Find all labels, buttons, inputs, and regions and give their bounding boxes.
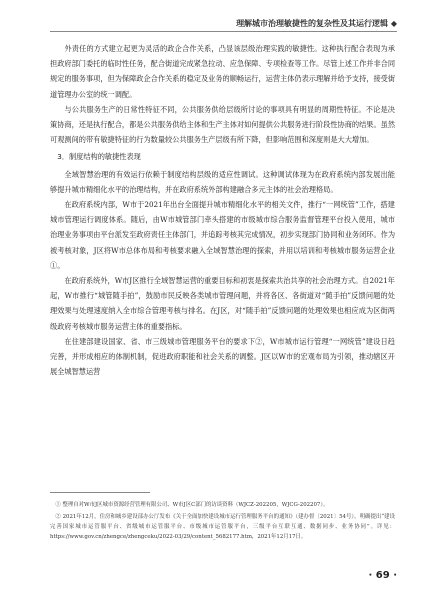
footnote: ① 整理自对W市J区城市资源经营管理有限公司、W市J区C部门的访谈资料（WJCZ-202205，WJCG-202207）。 (55, 502, 329, 508)
paragraph: 在住建部建设国家、省、市三级城市管理服务平台的要求下②，W市城市运行管理“一网统管”建设日趋完善，并形成相应的体制机制，促进政府职能和社会关系的调整。J区以W市的宏观布局为引领，推动辖区开展全城智慧运营 (50, 336, 395, 377)
paragraph: 外责任的方式建立起更为灵活的政企合作关系，凸显该层级治理实践的敏捷性。这种执行配合表现为承担政府部门委托的临时性任务，配合街道完成紧急拉动、应急保障、专项检查等工作。尽管上述工作并非合同规定的服务事项，但为保障政企合作关系的稳定及业务的顺畅运行，运营主体仍表示理解并给予支持，接受街道管理办公室的统一调配。 (50, 44, 396, 99)
running-header: 理解城市治理敏捷性的复杂性及其运行逻辑 ◆ (236, 19, 397, 28)
footnote: ② 2021年12月，住房和城乡建设部办公厅发布《关于全面加快建设城市运行管理服务平台的通知》（建办督〔2021〕54号），明确提出“建设完善国家城市运管服平台、省级城市运管服平台、市级城市运管服平台，三级平台互联互通、数据同步、业务协同”。详见：https://www.gov.cn/zhengce/zhengceku/2022-03/29/content_5682177.htm，2021年12月17日。 (50, 514, 395, 540)
header-rule (50, 31, 397, 32)
section-heading: 3．制度结构的敏捷性表现 (57, 152, 141, 162)
body-text (50, 41, 395, 379)
page-number: · 69 · (368, 570, 397, 581)
paragraph: 在政府系统外，W市J区推行全域智慧运营的重要目标和初衷是探索共治共享的社会治理方式。自2021年起，W市推行“城管随手拍”，鼓励市民反映各类城市管理问题，并将各区、各街道对“随手拍”反馈问题的处理效果与处理速度纳入全市综合管理考核与排名。在J区，对“随手拍”反馈问题的处理效果也相应成为区街两级政府考核城市服务运营主体的重要指标。 (50, 276, 395, 331)
paragraph: 与公共服务生产的日常性特征不同，公共服务供给层级所讨论的事项具有明显的周期性特征。不论是决策协商，还是执行配合，都是公共服务供给主体和生产主体对如何提供公共服务进行阶段性协商的结果。虽然可观测间的带有敏捷特征的行为数量较公共服务生产层级有所下降，但影响范围和深度则是大大增加。 (50, 104, 396, 145)
footnotes (50, 500, 395, 544)
paragraph: 在政府系统内部，W市于2021年出台全面提升城市精细化水平的相关文件，推行“一网统管”工作，搭建城市管理运行调度体系。随后，由W市城管部门牵头搭建的市级城市综合服务监督管理平台投入使用，城市治理业务事项由平台派发至政府责任主体部门，并追踪考核其完成情况，初步实现部门协同和业务闭环。作为被考核对象，J区将W市总体布局和考核要求融入全域智慧治理的探索，并用以培训和考核城市服务运营企业①。 (50, 200, 396, 270)
footnote-rule (50, 492, 150, 493)
paragraph: 全域智慧治理的有效运行依赖于制度结构层级的适应性调试。这种调试体现为在政府系统内部发展出能够提升城市精细化水平的治理结构，并在政府系统外部构建融合多元主体的社会治理格局。 (50, 169, 395, 194)
